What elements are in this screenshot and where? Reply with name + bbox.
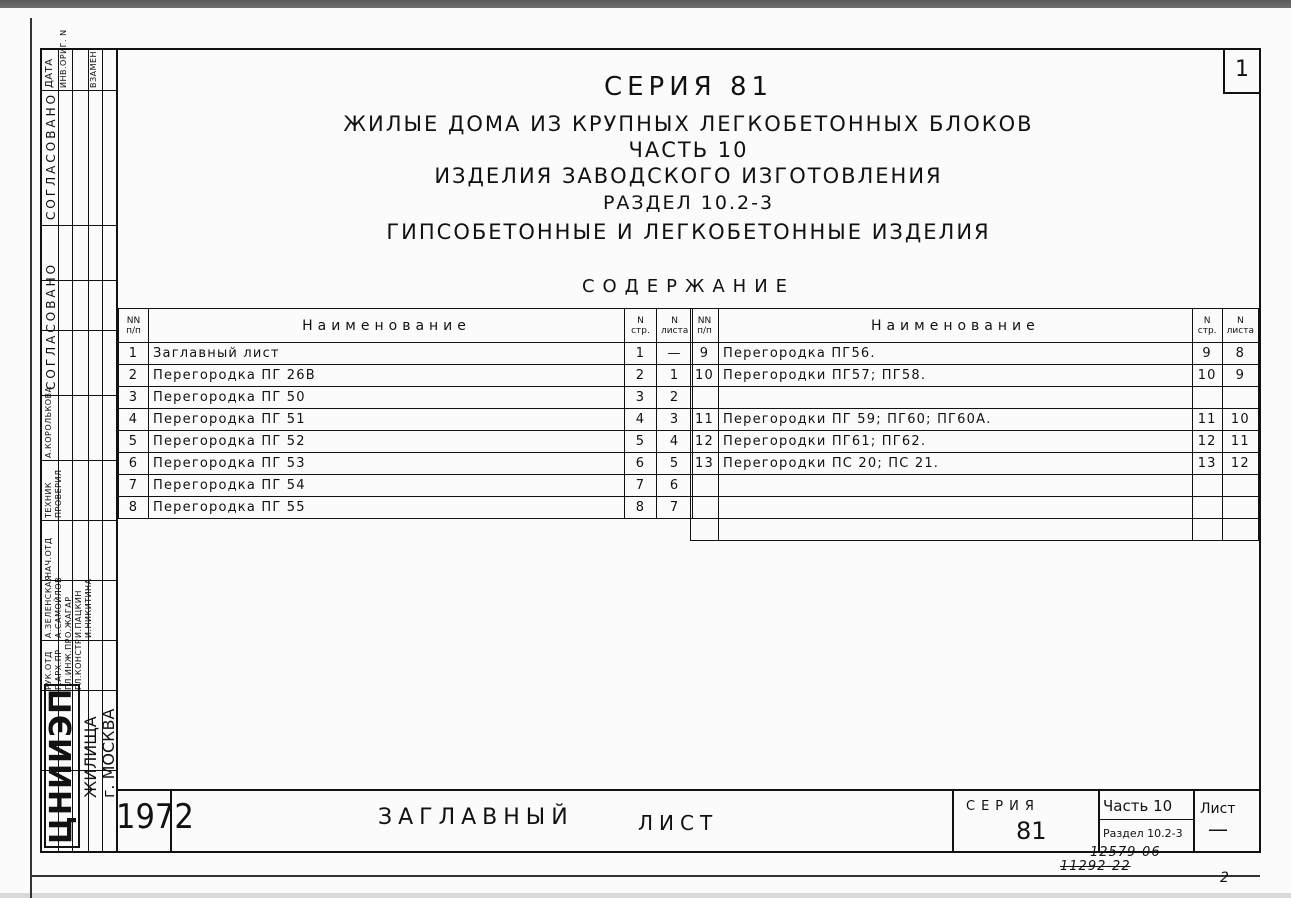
agreed-label: СОГЛАСОВАНО — [44, 91, 58, 220]
row-name — [718, 497, 1192, 519]
row-name: Перегородка ПГ 53 — [149, 453, 625, 475]
archive-code-struck: 11292-22 — [1060, 859, 1131, 874]
row-number: 10 — [691, 365, 719, 387]
table-row — [119, 387, 693, 409]
name-label: И.ПАЦКИН — [74, 590, 83, 638]
row-name: Перегородка ПГ 54 — [149, 475, 625, 497]
stamp-divider — [1193, 791, 1195, 851]
agreed-label: СОГЛАСОВАНО — [44, 261, 58, 390]
row-name: Перегородки ПС 20; ПС 21. — [718, 453, 1192, 475]
stamp-section: Раздел 10.2-3 — [1103, 827, 1183, 840]
row-sheet: 1 — [657, 365, 693, 387]
col-header-page: N стр. — [1192, 309, 1222, 343]
name-label: О.ЖАГАР — [64, 596, 73, 638]
row-page: 6 — [625, 453, 657, 475]
stamp-divider — [1098, 791, 1100, 851]
col-header-sheet: N листа — [1222, 309, 1258, 343]
row-sheet: 6 — [657, 475, 693, 497]
row-sheet: 9 — [1222, 365, 1258, 387]
row-page: 13 — [1192, 453, 1222, 475]
table-row — [119, 343, 693, 365]
drawing-frame — [116, 48, 1261, 853]
binding-line — [30, 18, 32, 898]
role-label: ПРОВЕРИЛ — [54, 469, 63, 518]
role-label: ГЛ.КОНСТР — [74, 638, 83, 690]
sidebar-divider — [42, 225, 116, 226]
row-name: Перегородки ПГ 59; ПГ60; ПГ60А. — [718, 409, 1192, 431]
inv-label: ИНВ.ОРИГ. N — [59, 29, 68, 88]
row-sheet: 10 — [1222, 409, 1258, 431]
stamp-divider — [170, 791, 172, 851]
row-sheet — [1222, 497, 1258, 519]
stamp-divider — [1098, 819, 1193, 820]
table-row — [119, 409, 693, 431]
table-row — [119, 365, 693, 387]
row-sheet: 12 — [1222, 453, 1258, 475]
part-title: ИЗДЕЛИЯ ЗАВОДСКОГО ИЗГОТОВЛЕНИЯ — [434, 164, 943, 188]
row-number: 12 — [691, 431, 719, 453]
contents-table-left — [118, 308, 693, 519]
year: 1972 — [116, 797, 194, 837]
row-page: 1 — [625, 343, 657, 365]
role-label: НАЧ.ОТД — [44, 537, 53, 578]
name-label: А.ЗЕЛЕНСКАЯ — [44, 574, 53, 638]
role-label: Г.АРХ.ПР — [54, 649, 63, 690]
role-label: ГЛ.ИНЖ.ПР — [64, 638, 73, 690]
col-header-sheet: N листа — [657, 309, 693, 343]
archive-codes — [1060, 845, 1161, 874]
row-number: 3 — [119, 387, 149, 409]
row-sheet: — — [657, 343, 693, 365]
role-label: ТЕХНИК — [44, 481, 53, 518]
row-name: Заглавный лист — [149, 343, 625, 365]
sheet-title: ЗАГЛАВНЫЙ — [378, 805, 574, 830]
col-header-name: Наименование — [149, 309, 625, 343]
org-city: г. МОСКВА — [99, 708, 118, 798]
row-number — [691, 475, 719, 497]
table-header-row — [691, 309, 1259, 343]
row-number — [691, 519, 719, 541]
section-label: РАЗДЕЛ 10.2-3 — [602, 192, 775, 214]
org-name — [82, 709, 118, 798]
row-number: 5 — [119, 431, 149, 453]
series-title: СЕРИЯ 81 — [603, 72, 774, 102]
name-label: А.КОРОЛЬКОВА — [44, 386, 53, 458]
row-page: 5 — [625, 431, 657, 453]
row-number: 6 — [119, 453, 149, 475]
section-title: ГИПСОБЕТОННЫЕ И ЛЕГКОБЕТОННЫЕ ИЗДЕЛИЯ — [386, 220, 991, 244]
row-page: 11 — [1192, 409, 1222, 431]
row-page: 8 — [625, 497, 657, 519]
table-row — [691, 431, 1259, 453]
main-title: ЖИЛЫЕ ДОМА ИЗ КРУПНЫХ ЛЕГКОБЕТОННЫХ БЛОКОВ — [343, 112, 1034, 136]
corner-number: 2 — [1220, 870, 1229, 886]
sidebar-divider — [42, 520, 116, 521]
row-page — [1192, 497, 1222, 519]
row-sheet: 7 — [657, 497, 693, 519]
page-number: 1 — [1223, 50, 1259, 94]
stamp-series-number: 81 — [1016, 817, 1047, 845]
org-logo: ЦНИИЭП — [44, 684, 80, 848]
row-name: Перегородка ПГ 26В — [149, 365, 625, 387]
row-name: Перегородка ПГ56. — [718, 343, 1192, 365]
table-row — [119, 497, 693, 519]
table-row — [691, 365, 1259, 387]
name-label: И.НИКИТИНА — [84, 578, 93, 638]
role-label: РУК.ОТД — [44, 651, 53, 690]
row-name: Перегородка ПГ 51 — [149, 409, 625, 431]
row-page: 9 — [1192, 343, 1222, 365]
sidebar-divider — [42, 395, 116, 396]
row-name: Перегородка ПГ 55 — [149, 497, 625, 519]
col-header-nn: NN п/п — [691, 309, 719, 343]
row-name: Перегородка ПГ 52 — [149, 431, 625, 453]
document-sheet — [0, 8, 1291, 893]
table-header-row — [119, 309, 693, 343]
table-row — [119, 431, 693, 453]
sidebar-divider — [42, 90, 116, 91]
col-header-page: N стр. — [625, 309, 657, 343]
row-sheet: 3 — [657, 409, 693, 431]
table-row — [691, 475, 1259, 497]
table-row — [691, 409, 1259, 431]
row-page: 2 — [625, 365, 657, 387]
table-row — [691, 387, 1259, 409]
table-row — [691, 343, 1259, 365]
row-page — [1192, 475, 1222, 497]
row-page: 4 — [625, 409, 657, 431]
row-page: 3 — [625, 387, 657, 409]
row-number: 7 — [119, 475, 149, 497]
row-name: Перегородки ПГ57; ПГ58. — [718, 365, 1192, 387]
row-number: 4 — [119, 409, 149, 431]
row-page — [1192, 519, 1222, 541]
row-name — [718, 387, 1192, 409]
contents-heading: СОДЕРЖАНИЕ — [581, 276, 796, 297]
stamp-sheet-label: Лист — [1200, 801, 1236, 817]
row-number: 1 — [119, 343, 149, 365]
stamp-sheet-value: — — [1208, 817, 1228, 841]
row-name — [718, 519, 1192, 541]
bottom-trim-line — [30, 875, 1260, 877]
stamp-divider — [952, 791, 954, 851]
row-name: Перегородка ПГ 50 — [149, 387, 625, 409]
row-page — [1192, 387, 1222, 409]
col-header-nn: NN п/п — [119, 309, 149, 343]
row-page: 7 — [625, 475, 657, 497]
row-page: 12 — [1192, 431, 1222, 453]
title-block — [118, 789, 1259, 851]
sidebar-divider — [42, 460, 116, 461]
row-page: 10 — [1192, 365, 1222, 387]
part-label: ЧАСТЬ 10 — [628, 138, 749, 162]
sheet-title-2: ЛИСТ — [638, 811, 719, 835]
row-number: 9 — [691, 343, 719, 365]
row-number: 11 — [691, 409, 719, 431]
org-name-text: ЖИЛИЩА — [81, 716, 100, 798]
replaced-label: ВЗАМЕН — [89, 50, 98, 88]
row-number: 13 — [691, 453, 719, 475]
row-sheet — [1222, 387, 1258, 409]
name-label: А.САМОЙЛОВ — [54, 576, 63, 638]
stamp-part: Часть 10 — [1103, 797, 1173, 815]
col-header-name: Наименование — [718, 309, 1192, 343]
row-sheet: 11 — [1222, 431, 1258, 453]
table-row — [691, 453, 1259, 475]
table-row — [691, 497, 1259, 519]
row-sheet: 8 — [1222, 343, 1258, 365]
row-sheet: 4 — [657, 431, 693, 453]
archive-code: 12579-06 — [1090, 845, 1161, 860]
row-sheet — [1222, 475, 1258, 497]
table-row — [119, 453, 693, 475]
stamp-series-label: СЕРИЯ — [966, 799, 1040, 814]
row-number: 2 — [119, 365, 149, 387]
row-name: Перегородки ПГ61; ПГ62. — [718, 431, 1192, 453]
table-row — [119, 475, 693, 497]
row-name — [718, 475, 1192, 497]
row-sheet — [1222, 519, 1258, 541]
contents-table-right — [690, 308, 1259, 541]
row-number: 8 — [119, 497, 149, 519]
row-number — [691, 387, 719, 409]
date-label: ДАТА — [44, 58, 55, 88]
table-row — [691, 519, 1259, 541]
row-number — [691, 497, 719, 519]
row-sheet: 2 — [657, 387, 693, 409]
row-sheet: 5 — [657, 453, 693, 475]
